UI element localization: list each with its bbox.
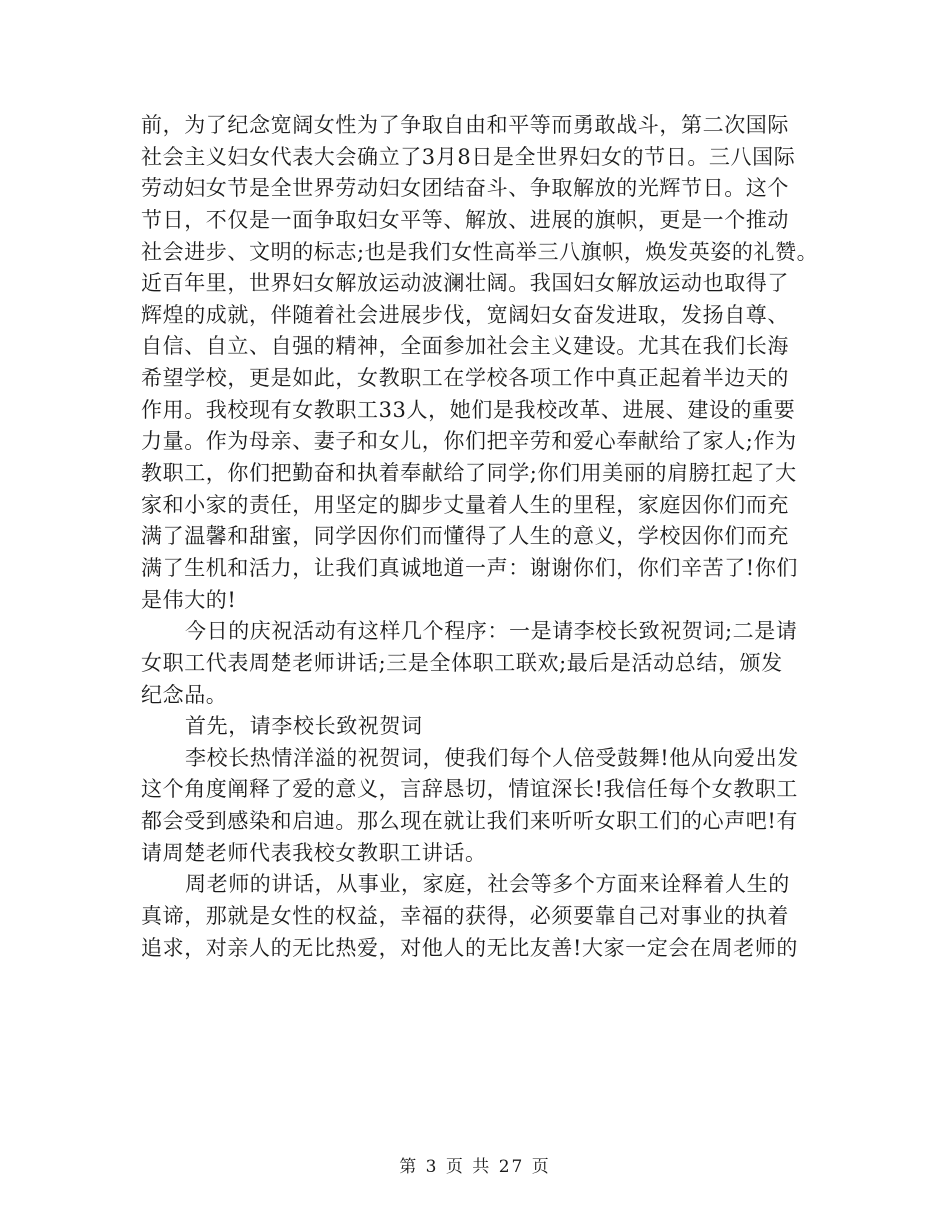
text-line: 社会进步、文明的标志;也是我们女性高举三八旗帜，焕发英姿的礼赞。 [141,239,819,264]
text-line: 自信、自立、自强的精神，全面参加社会主义建设。尤其在我们长海 [141,334,789,359]
text-line: 满了生机和活力，让我们真诚地道一声：谢谢你们，你们辛苦了!你们 [141,555,799,580]
paragraph-start-line: 李校长热情洋溢的祝贺词，使我们每个人倍受鼓舞!他从向爱出发 [185,745,799,770]
paragraph-start-line: 今日的庆祝活动有这样几个程序：一是请李校长致祝贺词;二是请 [185,619,798,644]
paragraph-start-line: 周老师的讲话，从事业，家庭，社会等多个方面来诠释着人生的 [185,872,790,897]
text-line: 家和小家的责任，用坚定的脚步丈量着人生的里程，家庭因你们而充 [141,492,789,517]
text-line: 节日，不仅是一面争取妇女平等、解放、进展的旗帜，更是一个推动 [141,207,789,232]
text-line: 都会受到感染和启迪。那么现在就让我们来听听女职工们的心声吧!有 [141,809,799,834]
text-line: 女职工代表周楚老师讲话;三是全体职工联欢;最后是活动总结，颁发 [141,650,783,675]
text-line: 请周楚老师代表我校女教职工讲话。 [141,840,487,865]
text-line: 近百年里，世界妇女解放运动波澜壮阔。我国妇女解放运动也取得了 [141,271,789,296]
text-line: 希望学校，更是如此，女教职工在学校各项工作中真正起着半边天的 [141,366,789,391]
paragraph-start-line: 首先，请李校长致祝贺词 [185,714,423,739]
text-line: 辉煌的成就，伴随着社会进展步伐，宽阔妇女奋发进取，发扬自尊、 [141,302,789,327]
text-line: 满了温馨和甜蜜，同学因你们而懂得了人生的意义，学校因你们而充 [141,524,789,549]
text-line: 追求，对亲人的无比热爱，对他人的无比友善!大家一定会在周老师的 [141,935,799,960]
text-line: 力量。作为母亲、妻子和女儿，你们把辛劳和爱心奉献给了家人;作为 [141,429,797,454]
text-line: 教职工，你们把勤奋和执着奉献给了同学;你们用美丽的肩膀扛起了大 [141,461,797,486]
text-line: 社会主义妇女代表大会确立了3月8日是全世界妇女的节日。三八国际 [141,144,796,169]
text-line: 纪念品。 [141,682,228,707]
document-body [141,110,821,964]
text-line: 这个角度阐释了爱的意义，言辞恳切，情谊深长!我信任每个女教职工 [141,777,799,802]
text-line: 真谛，那就是女性的权益，幸福的获得，必须要靠自己对事业的执着 [141,904,789,929]
text-line: 前，为了纪念宽阔女性为了争取自由和平等而勇敢战斗，第二次国际 [141,113,789,137]
text-line: 是伟大的! [141,587,237,612]
page-number-footer: 第 3 页 共 27 页 [399,1157,551,1177]
text-line: 作用。我校现有女教职工33人，她们是我校改革、进展、建设的重要 [141,397,796,422]
text-line: 劳动妇女节是全世界劳动妇女团结奋斗、争取解放的光辉节日。这个 [141,176,789,201]
